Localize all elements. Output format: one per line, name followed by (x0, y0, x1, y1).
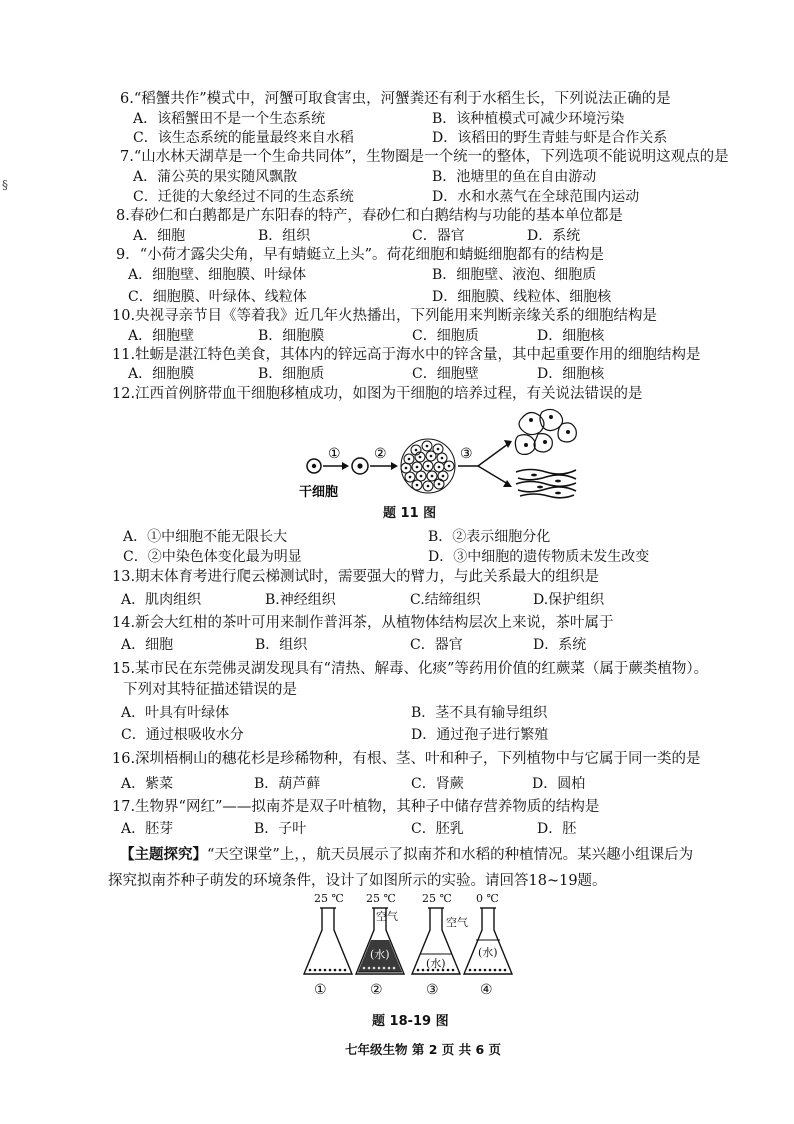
q12-option-a: A．①中细胞不能无限长大 (123, 529, 288, 545)
q10-option-c: C．细胞质 (412, 328, 479, 344)
q6-option-d: D．该稻田的野生青蛙与虾是合作关系 (432, 130, 668, 146)
question-6-stem: 6.“稻蟹共作”模式中，河蟹可取食害虫，河蟹粪还有利于水稻生长，下列说法正确的是 (120, 91, 671, 107)
q12-option-b: B．②表示细胞分化 (428, 529, 551, 545)
grown-cell-icon (352, 458, 368, 474)
topic-intro-line1 (120, 846, 693, 864)
cell-cluster-icon (401, 439, 455, 493)
q16-option-d: D．圆柏 (532, 776, 586, 792)
stem-cell-label: 干细胞 (299, 485, 339, 500)
figure-18-19-caption: 题 18-19 图 (372, 1014, 449, 1029)
flask-1-icon (304, 908, 352, 974)
q8-option-c: C．器官 (412, 228, 465, 244)
flask-3-temp: 25 ℃ (422, 892, 452, 905)
q14-option-d: D．系统 (533, 637, 587, 653)
flask-4-icon (464, 908, 512, 974)
question-8-stem: 8.春砂仁和白鹅都是广东阳春的特产，春砂仁和白鹅结构与功能的基本单位都是 (116, 208, 623, 224)
q10-option-d: D．细胞核 (537, 328, 605, 344)
stem-cell-figure (296, 404, 586, 506)
flask-experiment-figure (296, 890, 518, 1002)
q14-option-b: B．组织 (255, 637, 308, 653)
q10-option-b: B．细胞膜 (258, 328, 325, 344)
q12-option-d: D．③中细胞的遗传物质未发生改变 (428, 549, 650, 565)
stem-cell-icon (307, 459, 321, 473)
question-11-stem: 11.牡蛎是湛江特色美食，其体内的锌远高于海水中的锌含量，其中起重要作用的细胞结构是 (112, 347, 701, 363)
flask-2-air-label: 空气 (376, 910, 398, 923)
question-13-stem: 13.期末体育考进行爬云梯测试时，需要强大的臂力，与此关系最大的组织是 (112, 569, 600, 585)
question-15-stem: 15.某市民在东莞佛灵湖发现具有“清热、解毒、化痰”等药用价值的红蕨菜（属于蕨类植物）。 (112, 661, 709, 677)
flask-4-water-label: (水) (478, 946, 498, 959)
step-2-label: ② (374, 446, 387, 462)
flask-4-temp: 0 ℃ (476, 892, 499, 905)
q16-option-b: B．葫芦藓 (254, 776, 321, 792)
differentiated-cells-long-icon (516, 470, 576, 498)
flask-2-temp: 25 ℃ (366, 892, 396, 905)
q13-option-c: C.结缔组织 (410, 592, 481, 608)
q9-option-a: A．细胞壁、细胞膜、叶绿体 (128, 267, 307, 283)
flask-1-seeds (309, 969, 347, 972)
q17-option-d: D．胚 (537, 821, 577, 837)
question-12-stem: 12.江西首例脐带血干细胞移植成功，如图为干细胞的培养过程，有关说法错误的是 (112, 386, 643, 402)
step-1-label: ① (328, 446, 341, 462)
q11-option-d: D．细胞核 (537, 366, 605, 382)
flask-1-temp: 25 ℃ (314, 892, 344, 905)
step-3-label: ③ (460, 446, 473, 462)
flask-2-label: ② (370, 982, 383, 998)
q9-option-d: D．细胞膜、线粒体、细胞核 (432, 289, 612, 305)
flask-4-label: ④ (480, 982, 493, 998)
q15-option-c: C．通过根吸收水分 (121, 727, 244, 743)
q7-option-c: C．迁徙的大象经过不同的生态系统 (133, 189, 354, 205)
q15-option-b: B．茎不具有输导组织 (411, 705, 548, 721)
q11-option-a: A．细胞膜 (128, 366, 195, 382)
q13-option-a: A．肌肉组织 (121, 592, 202, 608)
margin-mark: § (2, 178, 8, 192)
flask-2-water-label: (水) (370, 948, 390, 961)
topic-heading: 【主题探究】 (120, 847, 207, 863)
page-footer: 七年级生物 第 2 页 共 6 页 (345, 1042, 502, 1057)
q11-option-c: C．细胞壁 (412, 366, 479, 382)
q17-option-c: C．胚乳 (411, 821, 464, 837)
question-17-stem: 17.生物界“网红”——拟南芥是双子叶植物，其种子中储存营养物质的结构是 (112, 799, 600, 815)
q6-option-b: B．该种植模式可减少环境污染 (432, 111, 625, 127)
question-14-stem: 14.新会大红柑的茶叶可用来制作普洱茶，从植物体结构层次上来说，茶叶属于 (112, 615, 614, 631)
q14-option-c: C．器官 (410, 637, 463, 653)
question-16-stem: 16.深圳梧桐山的穗花杉是珍稀物种，有根、茎、叶和种子，下列植物中与它属于同一类的是 (112, 751, 701, 767)
figure-11-caption: 题 11 图 (383, 506, 437, 521)
q6-option-a: A．该稻蟹田不是一个生态系统 (133, 111, 326, 127)
topic-intro-line2: 探究拟南芥种子萌发的环境条件，设计了如图所示的实验。请回答18~19题。 (108, 873, 607, 889)
q11-option-b: B．细胞质 (258, 366, 325, 382)
q12-option-c: C．②中染色体变化最为明显 (123, 549, 302, 565)
flask-3-air-label: 空气 (446, 916, 468, 929)
topic-line1-text: “天空课堂”上，，航天员展示了拟南芥和水稻的种植情况。某兴趣小组课后为 (207, 847, 694, 863)
q9-option-c: C．细胞膜、叶绿体、线粒体 (128, 289, 307, 305)
q17-option-a: A．胚芽 (121, 821, 174, 837)
q8-option-b: B．组织 (258, 228, 311, 244)
question-7-stem: 7.“山水林天湖草是一个生命共同体”，生物圈是一个统一的整体，下列选项不能说明这观点的是 (120, 149, 729, 165)
q15-option-a: A．叶具有叶绿体 (121, 705, 230, 721)
question-15-stem-line2: 下列对其特征描述错误的是 (123, 682, 297, 698)
question-10-stem: 10.央视寻亲节目《等着我》近几年火热播出，下列能用来判断亲缘关系的细胞结构是 (112, 308, 658, 324)
question-9-stem: 9．“小荷才露尖尖角，早有蜻蜓立上头”。荷花细胞和蜻蜓细胞都有的结构是 (116, 247, 605, 263)
q13-option-d: D.保护组织 (533, 592, 605, 608)
q13-option-b: B.神经组织 (265, 592, 336, 608)
flask-3-water-label: (水) (426, 957, 446, 970)
q7-option-a: A．蒲公英的果实随风飘散 (133, 169, 298, 185)
q7-option-b: B．池塘里的鱼在自由游动 (432, 169, 597, 185)
q14-option-a: A．细胞 (121, 637, 174, 653)
q7-option-d: D．水和水蒸气在全球范围内运动 (432, 189, 640, 205)
q10-option-a: A．细胞壁 (128, 328, 195, 344)
q15-option-d: D．通过孢子进行繁殖 (411, 727, 549, 743)
q6-option-c: C．该生态系统的能量最终来自水稻 (133, 130, 354, 146)
flask-1-label: ① (314, 982, 327, 998)
q9-option-b: B．细胞壁、液泡、细胞质 (432, 267, 597, 283)
q8-option-d: D．系统 (527, 228, 581, 244)
flask-3-label: ③ (426, 982, 439, 998)
q8-option-a: A．细胞 (133, 228, 186, 244)
q17-option-b: B．子叶 (254, 821, 307, 837)
q16-option-c: C．肾蕨 (411, 776, 464, 792)
q16-option-a: A．紫菜 (121, 776, 174, 792)
